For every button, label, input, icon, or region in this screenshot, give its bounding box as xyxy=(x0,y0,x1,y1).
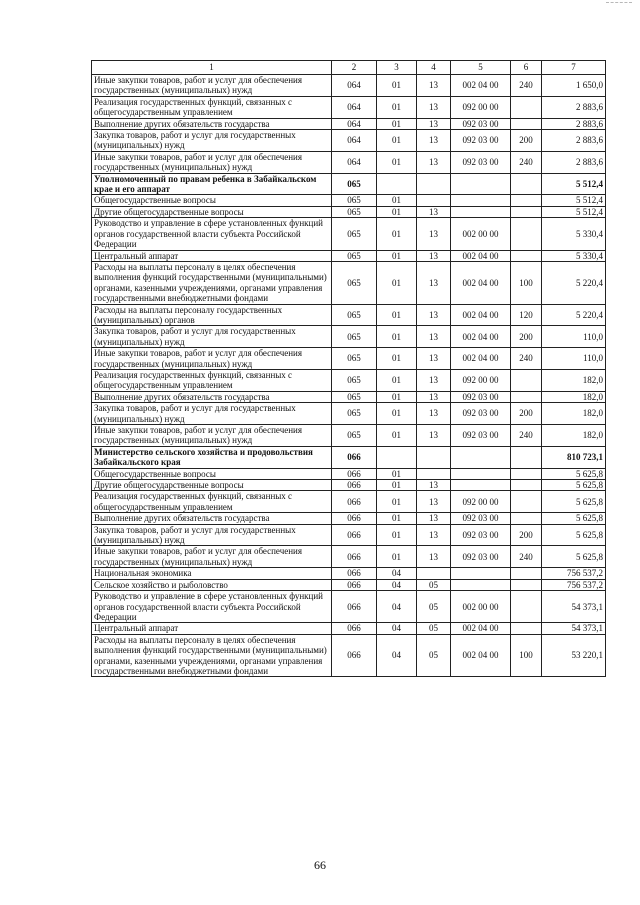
row-sum-cell: 5 512,4 xyxy=(542,173,606,195)
row-rz-cell: 01 xyxy=(377,369,417,391)
row-vr-cell: 200 xyxy=(511,524,542,546)
row-rz-cell: 01 xyxy=(377,206,417,217)
row-vr-cell xyxy=(511,206,542,217)
table-row xyxy=(92,304,606,326)
row-pr-cell: 13 xyxy=(417,524,451,546)
row-csr-cell: 092 03 00 xyxy=(451,546,511,568)
page-number: 66 xyxy=(314,858,326,872)
table-row xyxy=(92,151,606,173)
row-csr-cell: 002 04 00 xyxy=(451,623,511,634)
row-rz-cell: 01 xyxy=(377,118,417,129)
row-csr-cell: 092 00 00 xyxy=(451,369,511,391)
row-name-cell: Другие общегосударственные вопросы xyxy=(92,206,332,217)
row-csr-cell xyxy=(451,468,511,479)
row-rz-cell: 01 xyxy=(377,304,417,326)
row-sum-cell: 5 625,8 xyxy=(542,491,606,513)
table-row xyxy=(92,579,606,590)
row-vr-cell xyxy=(511,591,542,623)
row-rz-cell: 01 xyxy=(377,96,417,118)
row-ved-cell: 066 xyxy=(332,623,377,634)
table-row xyxy=(92,75,606,97)
row-rz-cell: 01 xyxy=(377,391,417,402)
row-ved-cell: 065 xyxy=(332,261,377,304)
row-rz-cell xyxy=(377,173,417,195)
row-vr-cell: 100 xyxy=(511,261,542,304)
row-csr-cell xyxy=(451,446,511,468)
header-col-5: 5 xyxy=(451,61,511,75)
row-name-cell: Расходы на выплаты персоналу в целях обеспечения выполнения функций государственными (муниципальными) органами, казенными учреждениями, органами управления государственными внебюджетными фондами xyxy=(92,261,332,304)
table-header xyxy=(92,61,606,75)
row-vr-cell: 240 xyxy=(511,348,542,370)
header-col-3: 3 xyxy=(377,61,417,75)
row-pr-cell: 13 xyxy=(417,118,451,129)
row-ved-cell: 064 xyxy=(332,75,377,97)
row-pr-cell: 13 xyxy=(417,425,451,447)
row-pr-cell: 13 xyxy=(417,151,451,173)
row-pr-cell: 13 xyxy=(417,130,451,152)
row-pr-cell: 13 xyxy=(417,391,451,402)
header-col-1: 1 xyxy=(92,61,332,75)
row-rz-cell: 01 xyxy=(377,468,417,479)
row-csr-cell: 092 03 00 xyxy=(451,130,511,152)
table-row xyxy=(92,218,606,250)
table-row xyxy=(92,130,606,152)
table-row xyxy=(92,623,606,634)
row-name-cell: Закупка товаров, работ и услуг для государственных (муниципальных) нужд xyxy=(92,326,332,348)
table-row xyxy=(92,195,606,206)
table-row xyxy=(92,446,606,468)
row-csr-cell: 002 00 00 xyxy=(451,218,511,250)
row-sum-cell: 110,0 xyxy=(542,326,606,348)
row-csr-cell: 002 04 00 xyxy=(451,75,511,97)
row-vr-cell xyxy=(511,491,542,513)
row-csr-cell: 092 03 00 xyxy=(451,391,511,402)
row-rz-cell: 01 xyxy=(377,546,417,568)
table-row xyxy=(92,491,606,513)
row-rz-cell: 01 xyxy=(377,326,417,348)
row-name-cell: Выполнение других обязательств государства xyxy=(92,391,332,402)
row-csr-cell: 002 04 00 xyxy=(451,634,511,677)
row-pr-cell: 13 xyxy=(417,96,451,118)
header-col-4: 4 xyxy=(417,61,451,75)
row-ved-cell: 066 xyxy=(332,480,377,491)
header-col-6: 6 xyxy=(511,61,542,75)
row-name-cell: Центральный аппарат xyxy=(92,250,332,261)
row-sum-cell: 2 883,6 xyxy=(542,130,606,152)
row-csr-cell xyxy=(451,195,511,206)
row-pr-cell: 05 xyxy=(417,579,451,590)
row-sum-cell: 54 373,1 xyxy=(542,623,606,634)
header-col-2: 2 xyxy=(332,61,377,75)
row-name-cell: Расходы на выплаты персоналу государственных (муниципальных) органов xyxy=(92,304,332,326)
row-csr-cell: 092 03 00 xyxy=(451,524,511,546)
row-pr-cell: 13 xyxy=(417,369,451,391)
row-ved-cell: 064 xyxy=(332,96,377,118)
row-pr-cell: 13 xyxy=(417,480,451,491)
row-pr-cell: 13 xyxy=(417,304,451,326)
table-row xyxy=(92,96,606,118)
row-ved-cell: 066 xyxy=(332,546,377,568)
row-csr-cell xyxy=(451,480,511,491)
row-pr-cell xyxy=(417,568,451,579)
row-rz-cell: 01 xyxy=(377,151,417,173)
row-ved-cell: 064 xyxy=(332,118,377,129)
row-sum-cell: 2 883,6 xyxy=(542,118,606,129)
row-name-cell: Выполнение других обязательств государства xyxy=(92,513,332,524)
row-csr-cell: 002 04 00 xyxy=(451,261,511,304)
row-rz-cell: 01 xyxy=(377,261,417,304)
row-vr-cell xyxy=(511,391,542,402)
table-row xyxy=(92,591,606,623)
table-row xyxy=(92,326,606,348)
row-ved-cell: 065 xyxy=(332,304,377,326)
row-csr-cell: 092 03 00 xyxy=(451,151,511,173)
row-sum-cell: 5 625,8 xyxy=(542,546,606,568)
row-pr-cell xyxy=(417,446,451,468)
row-vr-cell: 200 xyxy=(511,326,542,348)
row-sum-cell: 5 625,8 xyxy=(542,480,606,491)
row-vr-cell: 120 xyxy=(511,304,542,326)
row-rz-cell: 01 xyxy=(377,195,417,206)
table-row xyxy=(92,524,606,546)
row-rz-cell: 01 xyxy=(377,480,417,491)
row-sum-cell: 756 537,2 xyxy=(542,568,606,579)
row-sum-cell: 5 625,8 xyxy=(542,513,606,524)
row-ved-cell: 065 xyxy=(332,403,377,425)
row-rz-cell: 01 xyxy=(377,250,417,261)
row-vr-cell xyxy=(511,218,542,250)
row-sum-cell: 53 220,1 xyxy=(542,634,606,677)
row-rz-cell: 04 xyxy=(377,591,417,623)
row-pr-cell: 13 xyxy=(417,218,451,250)
row-name-cell: Иные закупки товаров, работ и услуг для обеспечения государственных (муниципальных) нужд xyxy=(92,546,332,568)
row-csr-cell: 002 04 00 xyxy=(451,348,511,370)
table-row xyxy=(92,480,606,491)
table-row xyxy=(92,250,606,261)
row-sum-cell: 2 883,6 xyxy=(542,96,606,118)
table-row xyxy=(92,425,606,447)
row-csr-cell: 092 03 00 xyxy=(451,425,511,447)
row-sum-cell: 5 330,4 xyxy=(542,250,606,261)
row-name-cell: Национальная экономика xyxy=(92,568,332,579)
row-pr-cell: 13 xyxy=(417,326,451,348)
row-vr-cell xyxy=(511,118,542,129)
row-rz-cell xyxy=(377,446,417,468)
row-sum-cell: 182,0 xyxy=(542,391,606,402)
row-sum-cell: 182,0 xyxy=(542,425,606,447)
row-vr-cell xyxy=(511,480,542,491)
row-ved-cell: 065 xyxy=(332,348,377,370)
row-pr-cell: 13 xyxy=(417,206,451,217)
row-sum-cell: 54 373,1 xyxy=(542,591,606,623)
row-pr-cell: 13 xyxy=(417,546,451,568)
row-ved-cell: 065 xyxy=(332,326,377,348)
row-name-cell: Центральный аппарат xyxy=(92,623,332,634)
row-vr-cell: 240 xyxy=(511,546,542,568)
row-ved-cell: 065 xyxy=(332,218,377,250)
row-sum-cell: 1 650,0 xyxy=(542,75,606,97)
table-row xyxy=(92,173,606,195)
row-name-cell: Иные закупки товаров, работ и услуг для обеспечения государственных (муниципальных) нужд xyxy=(92,425,332,447)
row-name-cell: Общегосударственные вопросы xyxy=(92,468,332,479)
row-ved-cell: 066 xyxy=(332,513,377,524)
row-vr-cell xyxy=(511,96,542,118)
row-vr-cell xyxy=(511,250,542,261)
row-csr-cell xyxy=(451,579,511,590)
row-sum-cell: 2 883,6 xyxy=(542,151,606,173)
row-name-cell: Реализация государственных функций, связанных с общегосударственным управлением xyxy=(92,96,332,118)
row-ved-cell: 065 xyxy=(332,195,377,206)
header-row xyxy=(92,61,606,75)
row-sum-cell: 5 625,8 xyxy=(542,524,606,546)
row-name-cell: Выполнение других обязательств государства xyxy=(92,118,332,129)
row-name-cell: Закупка товаров, работ и услуг для государственных (муниципальных) нужд xyxy=(92,130,332,152)
row-vr-cell xyxy=(511,173,542,195)
row-pr-cell: 13 xyxy=(417,250,451,261)
table-row xyxy=(92,261,606,304)
row-ved-cell: 064 xyxy=(332,151,377,173)
row-ved-cell: 065 xyxy=(332,250,377,261)
row-rz-cell: 04 xyxy=(377,568,417,579)
row-rz-cell: 04 xyxy=(377,579,417,590)
table-row xyxy=(92,206,606,217)
row-name-cell: Уполномоченный по правам ребенка в Забайкальском крае и его аппарат xyxy=(92,173,332,195)
row-name-cell: Закупка товаров, работ и услуг для государственных (муниципальных) нужд xyxy=(92,524,332,546)
table-body xyxy=(92,75,606,677)
row-csr-cell: 092 00 00 xyxy=(451,96,511,118)
row-name-cell: Руководство и управление в сфере установленных функций органов государственной власти субъекта Российской Федерации xyxy=(92,218,332,250)
row-rz-cell: 01 xyxy=(377,130,417,152)
row-csr-cell: 002 04 00 xyxy=(451,250,511,261)
row-vr-cell xyxy=(511,568,542,579)
row-rz-cell: 01 xyxy=(377,425,417,447)
row-pr-cell: 05 xyxy=(417,591,451,623)
row-ved-cell: 066 xyxy=(332,591,377,623)
row-rz-cell: 01 xyxy=(377,218,417,250)
row-ved-cell: 065 xyxy=(332,369,377,391)
row-rz-cell: 01 xyxy=(377,524,417,546)
table-row xyxy=(92,348,606,370)
row-vr-cell xyxy=(511,513,542,524)
row-pr-cell xyxy=(417,173,451,195)
row-sum-cell: 182,0 xyxy=(542,403,606,425)
row-csr-cell: 002 04 00 xyxy=(451,326,511,348)
row-rz-cell: 04 xyxy=(377,623,417,634)
row-name-cell: Иные закупки товаров, работ и услуг для обеспечения государственных (муниципальных) нужд xyxy=(92,75,332,97)
row-rz-cell: 01 xyxy=(377,491,417,513)
row-pr-cell: 13 xyxy=(417,403,451,425)
row-sum-cell: 5 330,4 xyxy=(542,218,606,250)
row-name-cell: Другие общегосударственные вопросы xyxy=(92,480,332,491)
row-ved-cell: 065 xyxy=(332,391,377,402)
row-csr-cell: 092 03 00 xyxy=(451,513,511,524)
row-name-cell: Иные закупки товаров, работ и услуг для обеспечения государственных (муниципальных) нужд xyxy=(92,348,332,370)
row-csr-cell: 092 03 00 xyxy=(451,403,511,425)
row-ved-cell: 065 xyxy=(332,173,377,195)
row-sum-cell: 5 220,4 xyxy=(542,304,606,326)
row-vr-cell: 100 xyxy=(511,634,542,677)
row-ved-cell: 066 xyxy=(332,468,377,479)
row-ved-cell: 066 xyxy=(332,568,377,579)
row-pr-cell: 13 xyxy=(417,348,451,370)
row-csr-cell: 092 03 00 xyxy=(451,118,511,129)
row-ved-cell: 064 xyxy=(332,130,377,152)
table-row xyxy=(92,468,606,479)
row-name-cell: Министерство сельского хозяйства и продовольствия Забайкальского края xyxy=(92,446,332,468)
row-rz-cell: 01 xyxy=(377,403,417,425)
table-row xyxy=(92,568,606,579)
row-name-cell: Реализация государственных функций, связанных с общегосударственным управлением xyxy=(92,491,332,513)
row-vr-cell: 240 xyxy=(511,425,542,447)
row-vr-cell xyxy=(511,579,542,590)
row-name-cell: Сельское хозяйство и рыболовство xyxy=(92,579,332,590)
row-pr-cell xyxy=(417,468,451,479)
row-ved-cell: 066 xyxy=(332,491,377,513)
row-sum-cell: 5 512,4 xyxy=(542,195,606,206)
row-rz-cell: 01 xyxy=(377,348,417,370)
row-ved-cell: 066 xyxy=(332,524,377,546)
header-col-7: 7 xyxy=(542,61,606,75)
row-name-cell: Руководство и управление в сфере установленных функций органов государственной власти субъекта Российской Федерации xyxy=(92,591,332,623)
row-name-cell: Иные закупки товаров, работ и услуг для обеспечения государственных (муниципальных) нужд xyxy=(92,151,332,173)
row-pr-cell: 13 xyxy=(417,491,451,513)
row-vr-cell: 240 xyxy=(511,75,542,97)
row-pr-cell: 05 xyxy=(417,634,451,677)
row-csr-cell xyxy=(451,173,511,195)
row-name-cell: Закупка товаров, работ и услуг для государственных (муниципальных) нужд xyxy=(92,403,332,425)
row-csr-cell: 002 04 00 xyxy=(451,304,511,326)
table-row xyxy=(92,634,606,677)
table-row xyxy=(92,118,606,129)
row-vr-cell xyxy=(511,468,542,479)
row-csr-cell: 002 00 00 xyxy=(451,591,511,623)
row-ved-cell: 066 xyxy=(332,579,377,590)
row-rz-cell: 01 xyxy=(377,75,417,97)
table-row xyxy=(92,391,606,402)
row-rz-cell: 04 xyxy=(377,634,417,677)
row-sum-cell: 182,0 xyxy=(542,369,606,391)
row-ved-cell: 066 xyxy=(332,634,377,677)
row-csr-cell xyxy=(451,206,511,217)
row-ved-cell: 065 xyxy=(332,425,377,447)
row-name-cell: Расходы на выплаты персоналу в целях обеспечения выполнения функций государственными (муниципальными) органами, казенными учреждениями, органами управления государственными внебюджетными фондами xyxy=(92,634,332,677)
row-vr-cell xyxy=(511,446,542,468)
row-name-cell: Реализация государственных функций, связанных с общегосударственным управлением xyxy=(92,369,332,391)
budget-table xyxy=(91,60,606,677)
table-row xyxy=(92,513,606,524)
row-ved-cell: 065 xyxy=(332,206,377,217)
row-vr-cell xyxy=(511,623,542,634)
row-vr-cell xyxy=(511,369,542,391)
row-vr-cell: 200 xyxy=(511,130,542,152)
corner-scan-mark xyxy=(606,2,632,4)
row-pr-cell: 13 xyxy=(417,513,451,524)
table-row xyxy=(92,369,606,391)
row-vr-cell: 240 xyxy=(511,151,542,173)
row-sum-cell: 5 512,4 xyxy=(542,206,606,217)
row-sum-cell: 810 723,1 xyxy=(542,446,606,468)
row-csr-cell xyxy=(451,568,511,579)
row-ved-cell: 066 xyxy=(332,446,377,468)
table-row xyxy=(92,403,606,425)
row-vr-cell: 200 xyxy=(511,403,542,425)
row-vr-cell xyxy=(511,195,542,206)
row-rz-cell: 01 xyxy=(377,513,417,524)
table-row xyxy=(92,546,606,568)
row-pr-cell xyxy=(417,195,451,206)
row-sum-cell: 756 537,2 xyxy=(542,579,606,590)
row-name-cell: Общегосударственные вопросы xyxy=(92,195,332,206)
row-pr-cell: 13 xyxy=(417,75,451,97)
row-csr-cell: 092 00 00 xyxy=(451,491,511,513)
row-pr-cell: 05 xyxy=(417,623,451,634)
row-sum-cell: 110,0 xyxy=(542,348,606,370)
row-sum-cell: 5 625,8 xyxy=(542,468,606,479)
row-pr-cell: 13 xyxy=(417,261,451,304)
row-sum-cell: 5 220,4 xyxy=(542,261,606,304)
